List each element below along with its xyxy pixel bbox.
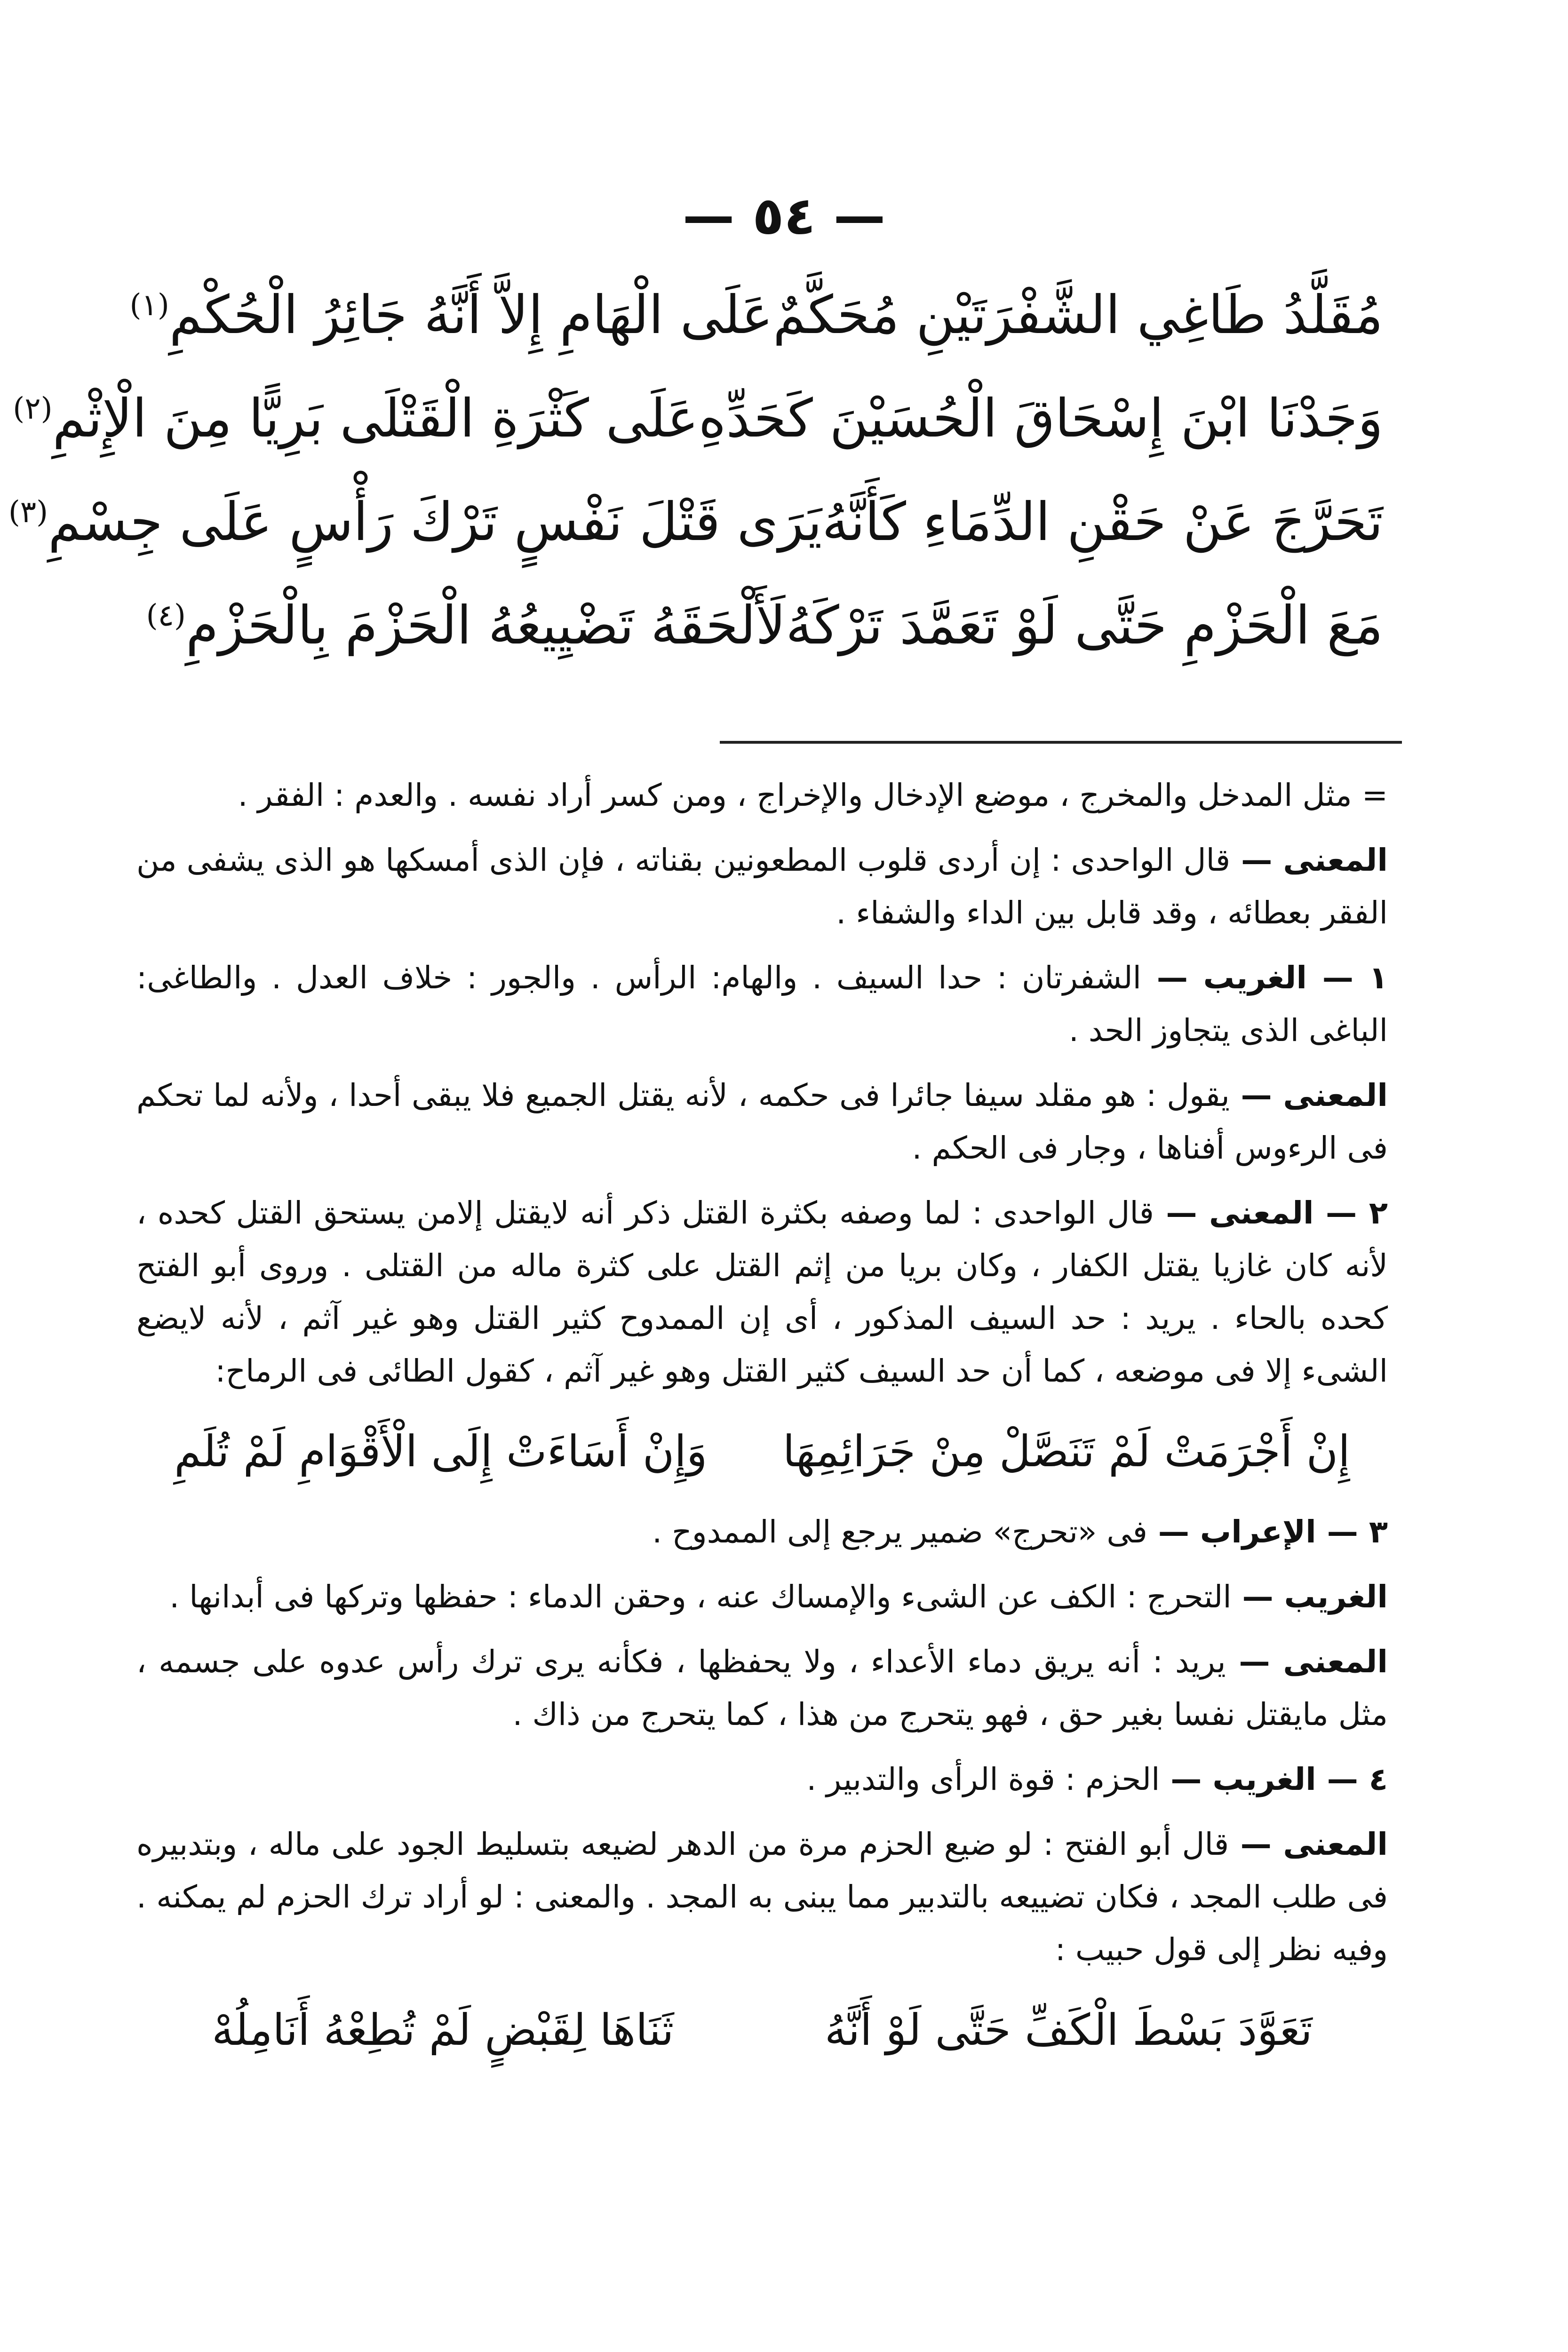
- commentary-paragraph: المعنى — قال الواحدى : إن أردى قلوب المطعونين بقناته ، فإن الذى أمسكها هو الذى يشفى من الفقر بعطائه ، وقد قابل بين الداء والشفاء .: [136, 842, 1388, 931]
- page-number: — ٥٤ —: [683, 186, 885, 246]
- commentary-paragraph: ٤ — الغريب — الحزم : قوة الرأى والتدبير .: [806, 1761, 1388, 1797]
- verse-second-hemistich: يَرَى قَتْلَ نَفْسٍ تَرْكَ رَأْسٍ عَلَى جِسْمِ$^{(٣)}$: [8, 492, 822, 553]
- verse-second-hemistich: لَأَلْحَقَهُ تَضْيِيعُهُ الْحَزْمَ بِالْحَزْمِ$^{(٤)}$: [146, 595, 786, 656]
- quoted-verse-first-hemistich: إِنْ أَجْرَمَتْ لَمْ تَنَصَّلْ مِنْ جَرَائِمِهَا: [782, 1426, 1350, 1477]
- commentary-paragraph: ١ — الغريب — الشفرتان : حدا السيف . والهام: الرأس . والجور : خلاف العدل . والطاغى: الباغى الذى يتجاوز الحد .: [136, 960, 1388, 1049]
- commentary-paragraph: = مثل المدخل والمخرج ، موضع الإدخال والإخراج ، ومن كسر أراد نفسه . والعدم : الفقر .: [238, 777, 1388, 813]
- verse-second-hemistich: عَلَى الْهَامِ إِلاَّ أَنَّهُ جَائِرُ الْحُكْمِ$^{(١)}$: [129, 285, 773, 346]
- verse-line: [129, 263, 1383, 367]
- verse-first-hemistich: مُقَلَّدُ طَاغِي الشَّفْرَتَيْنِ مُحَكَّمٌ: [772, 285, 1383, 346]
- commentary-paragraph: ٣ — الإعراب — فى «تحرج» ضمير يرجع إلى الممدوح .: [652, 1514, 1388, 1550]
- footnote-divider: [720, 741, 1402, 744]
- quoted-verse-first-hemistich: تَعَوَّدَ بَسْطَ الْكَفِّ حَتَّى لَوْ أَنَّهُ: [825, 2005, 1313, 2055]
- poem-block: [8, 263, 1383, 677]
- verse-line: [146, 574, 1383, 677]
- quoted-verse: [136, 1416, 1388, 1487]
- commentary-paragraph: ٢ — المعنى — قال الواحدى : لما وصفه بكثرة القتل ذكر أنه لايقتل إلامن يستحق القتل كحده ، لأنه كان غازيا يقتل الكفار ، وكان بريا من إثم القتل على كثرة ماله من القتلى . وروى أبو الفتح كحده بالحاء . يريد : حد السيف المذكور ، أى إن الممدوح كثير القتل وهو غير آثم ، لأنه لايضع الشىء إلا فى موضعه ، كما أن حد السيف كثير القتل وهو غير آثم ، كقول الطائى فى الرماح:: [136, 1195, 1388, 1389]
- verse-first-hemistich: وَجَدْنَا ابْنَ إِسْحَاقَ الْحُسَيْنَ كَحَدِّهِ: [698, 388, 1383, 449]
- verse-line: [8, 470, 1383, 574]
- commentary-paragraph: الغريب — التحرج : الكف عن الشىء والإمساك عنه ، وحقن الدماء : حفظها وتركها فى أبدانها .: [169, 1579, 1388, 1615]
- footnote-marker: (٢): [13, 391, 53, 426]
- footnote-marker: (١): [129, 287, 169, 323]
- commentary-paragraph: المعنى — قال أبو الفتح : لو ضيع الحزم مرة من الدهر لضيعه بتسليط الجود على ماله ، وبتدبيره فى طلب المجد ، فكان تضييعه بالتدبير مما يبنى به المجد . والمعنى : لو أراد ترك الحزم لم يمكنه . وفيه نظر إلى قول حبيب :: [136, 1826, 1388, 1968]
- verse-first-hemistich: تَحَرَّجَ عَنْ حَقْنِ الدِّمَاءِ كَأَنَّهُ: [822, 492, 1383, 553]
- verse-first-hemistich: مَعَ الْحَزْمِ حَتَّى لَوْ تَعَمَّدَ تَرْكَهُ: [786, 595, 1383, 656]
- footnote-marker: (٤): [146, 598, 186, 633]
- verse-second-hemistich: عَلَى كَثْرَةِ الْقَتْلَى بَرِيًّا مِنَ الْإِثْمِ$^{(٢)}$: [13, 388, 699, 449]
- quoted-verse: [136, 1995, 1388, 2066]
- quoted-verse-second-hemistich: وَإِنْ أَسَاءَتْ إِلَى الْأَقْوَامِ لَمْ تُلَمِ: [174, 1426, 708, 1477]
- commentary-paragraph: المعنى — يقول : هو مقلد سيفا جائرا فى حكمه ، لأنه يقتل الجميع فلا يبقى أحدا ، ولأنه لما تحكم فى الرءوس أفناها ، وجار فى الحكم .: [136, 1077, 1388, 1166]
- verse-line: [13, 367, 1383, 470]
- commentary-paragraph: المعنى — يريد : أنه يريق دماء الأعداء ، ولا يحفظها ، فكأنه يرى ترك رأس عدوه على جسمه ، مثل مايقتل نفسا بغير حق ، فهو يتحرج من هذا ، كما يتحرج من ذاك .: [136, 1644, 1388, 1732]
- quoted-verse-second-hemistich: ثَنَاهَا لِقَبْضٍ لَمْ تُطِعْهُ أَنَامِلُهْ: [212, 2005, 674, 2055]
- commentary-block: [136, 769, 1388, 2084]
- footnote-marker: (٣): [8, 494, 48, 530]
